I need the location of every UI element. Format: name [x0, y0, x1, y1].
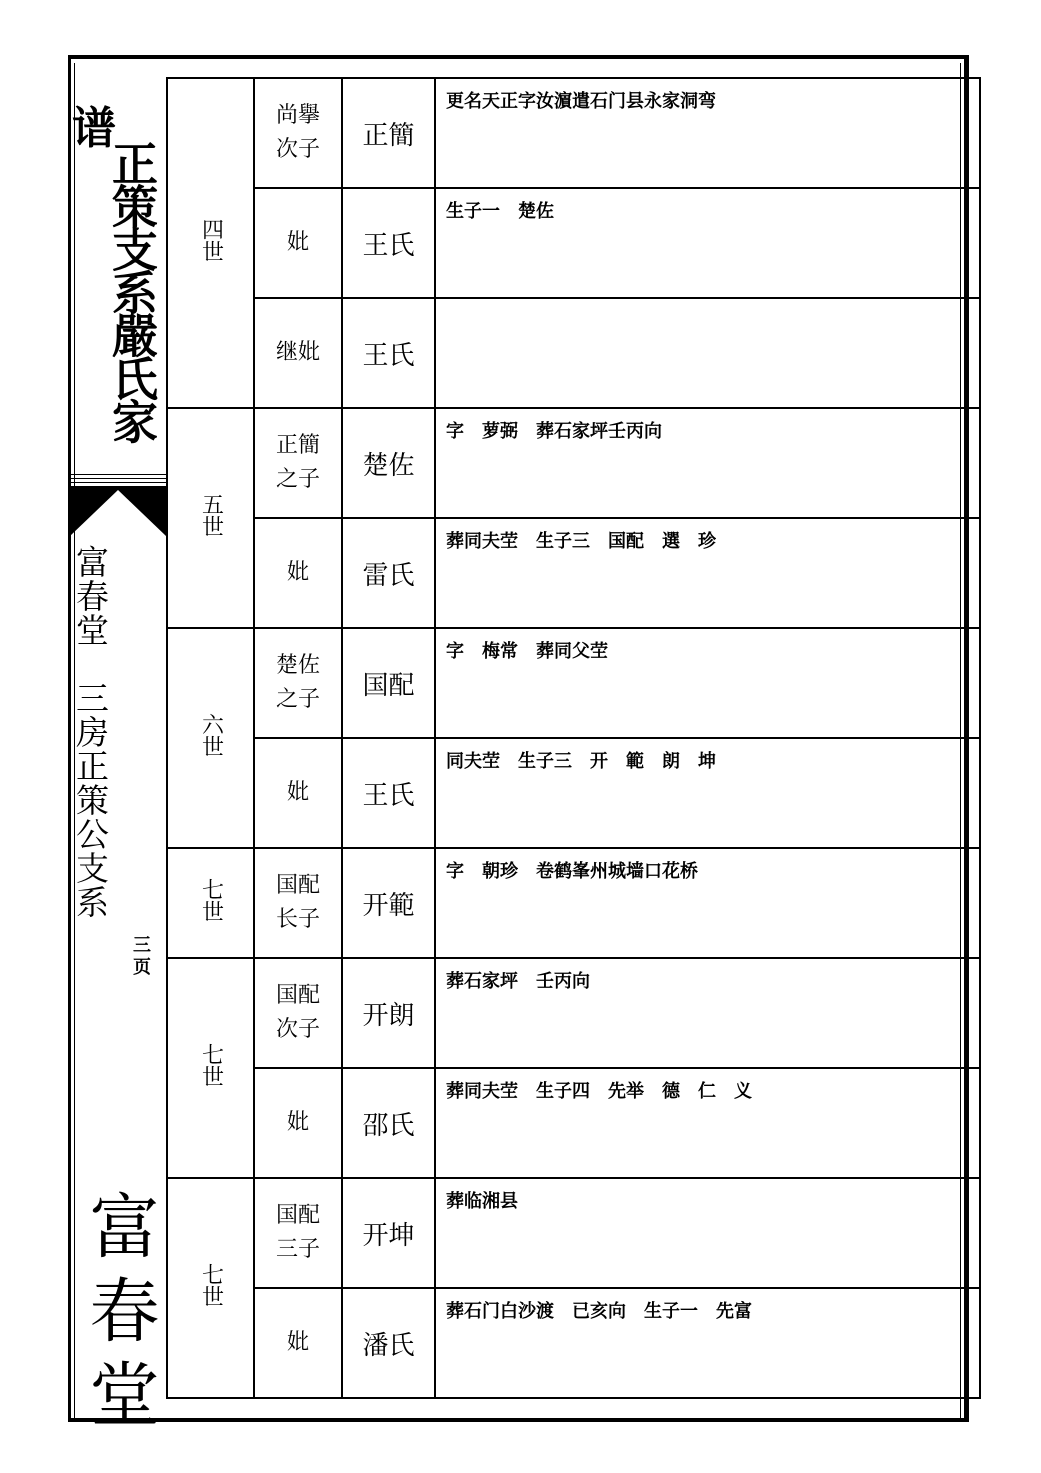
relation-cell: 妣 — [254, 188, 342, 298]
relation-cell: 继妣 — [254, 298, 342, 408]
relation-cell: 国配三子 — [254, 1178, 342, 1288]
note-cell: 葬临湘县 — [435, 1178, 980, 1288]
genealogy-table — [166, 77, 981, 1399]
name-cell: 开範 — [342, 848, 435, 958]
table-row — [167, 848, 980, 958]
note-cell — [435, 298, 980, 408]
generation-cell: 七世 — [167, 958, 254, 1178]
generation-cell: 四世 — [167, 78, 254, 408]
table-row — [167, 1068, 980, 1178]
table-row — [167, 408, 980, 518]
table-row — [167, 1288, 980, 1398]
relation-cell: 正簡之子 — [254, 408, 342, 518]
name-cell: 开朗 — [342, 958, 435, 1068]
note-cell: 生子一 楚佐 — [435, 188, 980, 298]
note-cell: 更名天正字汝濵遣石门县永家洞弯 — [435, 78, 980, 188]
name-cell: 楚佐 — [342, 408, 435, 518]
note-cell: 字 朝珍 卷鹤峯州城墙口花桥 — [435, 848, 980, 958]
note-cell: 葬石门白沙渡 已亥向 生子一 先富 — [435, 1288, 980, 1398]
name-cell: 王氏 — [342, 188, 435, 298]
table-row — [167, 628, 980, 738]
table-row — [167, 518, 980, 628]
name-cell: 正簡 — [342, 78, 435, 188]
relation-cell: 妣 — [254, 1068, 342, 1178]
note-cell: 字 梅常 葬同父茔 — [435, 628, 980, 738]
spine-title: 正策支系嚴氏家 — [105, 140, 159, 441]
relation-cell: 国配次子 — [254, 958, 342, 1068]
generation-cell: 六世 — [167, 628, 254, 848]
generation-cell: 七世 — [167, 848, 254, 958]
hall-name-seal: 富春堂 — [78, 1190, 160, 1442]
table-row — [167, 738, 980, 848]
note-cell: 葬石家坪 壬丙向 — [435, 958, 980, 1068]
table-row — [167, 1178, 980, 1288]
fishtail-mark — [70, 486, 166, 536]
table-row — [167, 78, 980, 188]
note-cell: 葬同夫茔 生子四 先举 德 仁 义 — [435, 1068, 980, 1178]
relation-cell: 妣 — [254, 738, 342, 848]
relation-cell: 国配长子 — [254, 848, 342, 958]
relation-cell: 楚佐之子 — [254, 628, 342, 738]
note-cell: 葬同夫茔 生子三 国配 選 珍 — [435, 518, 980, 628]
generation-cell: 七世 — [167, 1178, 254, 1398]
name-cell: 潘氏 — [342, 1288, 435, 1398]
note-cell: 字 萝弼 葬石家坪壬丙向 — [435, 408, 980, 518]
generation-cell: 五世 — [167, 408, 254, 628]
table-row — [167, 188, 980, 298]
name-cell: 开坤 — [342, 1178, 435, 1288]
genealogy-char: 谱 — [72, 103, 116, 154]
note-cell: 同夫茔 生子三 开 範 朗 坤 — [435, 738, 980, 848]
table-row — [167, 958, 980, 1068]
page-number: 三页 — [130, 935, 151, 979]
relation-cell: 尚擧次子 — [254, 78, 342, 188]
spine-subtitle: 富春堂 三房正策公支系 — [71, 545, 110, 919]
relation-cell: 妣 — [254, 1288, 342, 1398]
relation-cell: 妣 — [254, 518, 342, 628]
name-cell: 雷氏 — [342, 518, 435, 628]
name-cell: 王氏 — [342, 738, 435, 848]
table-row — [167, 298, 980, 408]
name-cell: 国配 — [342, 628, 435, 738]
name-cell: 王氏 — [342, 298, 435, 408]
name-cell: 邵氏 — [342, 1068, 435, 1178]
